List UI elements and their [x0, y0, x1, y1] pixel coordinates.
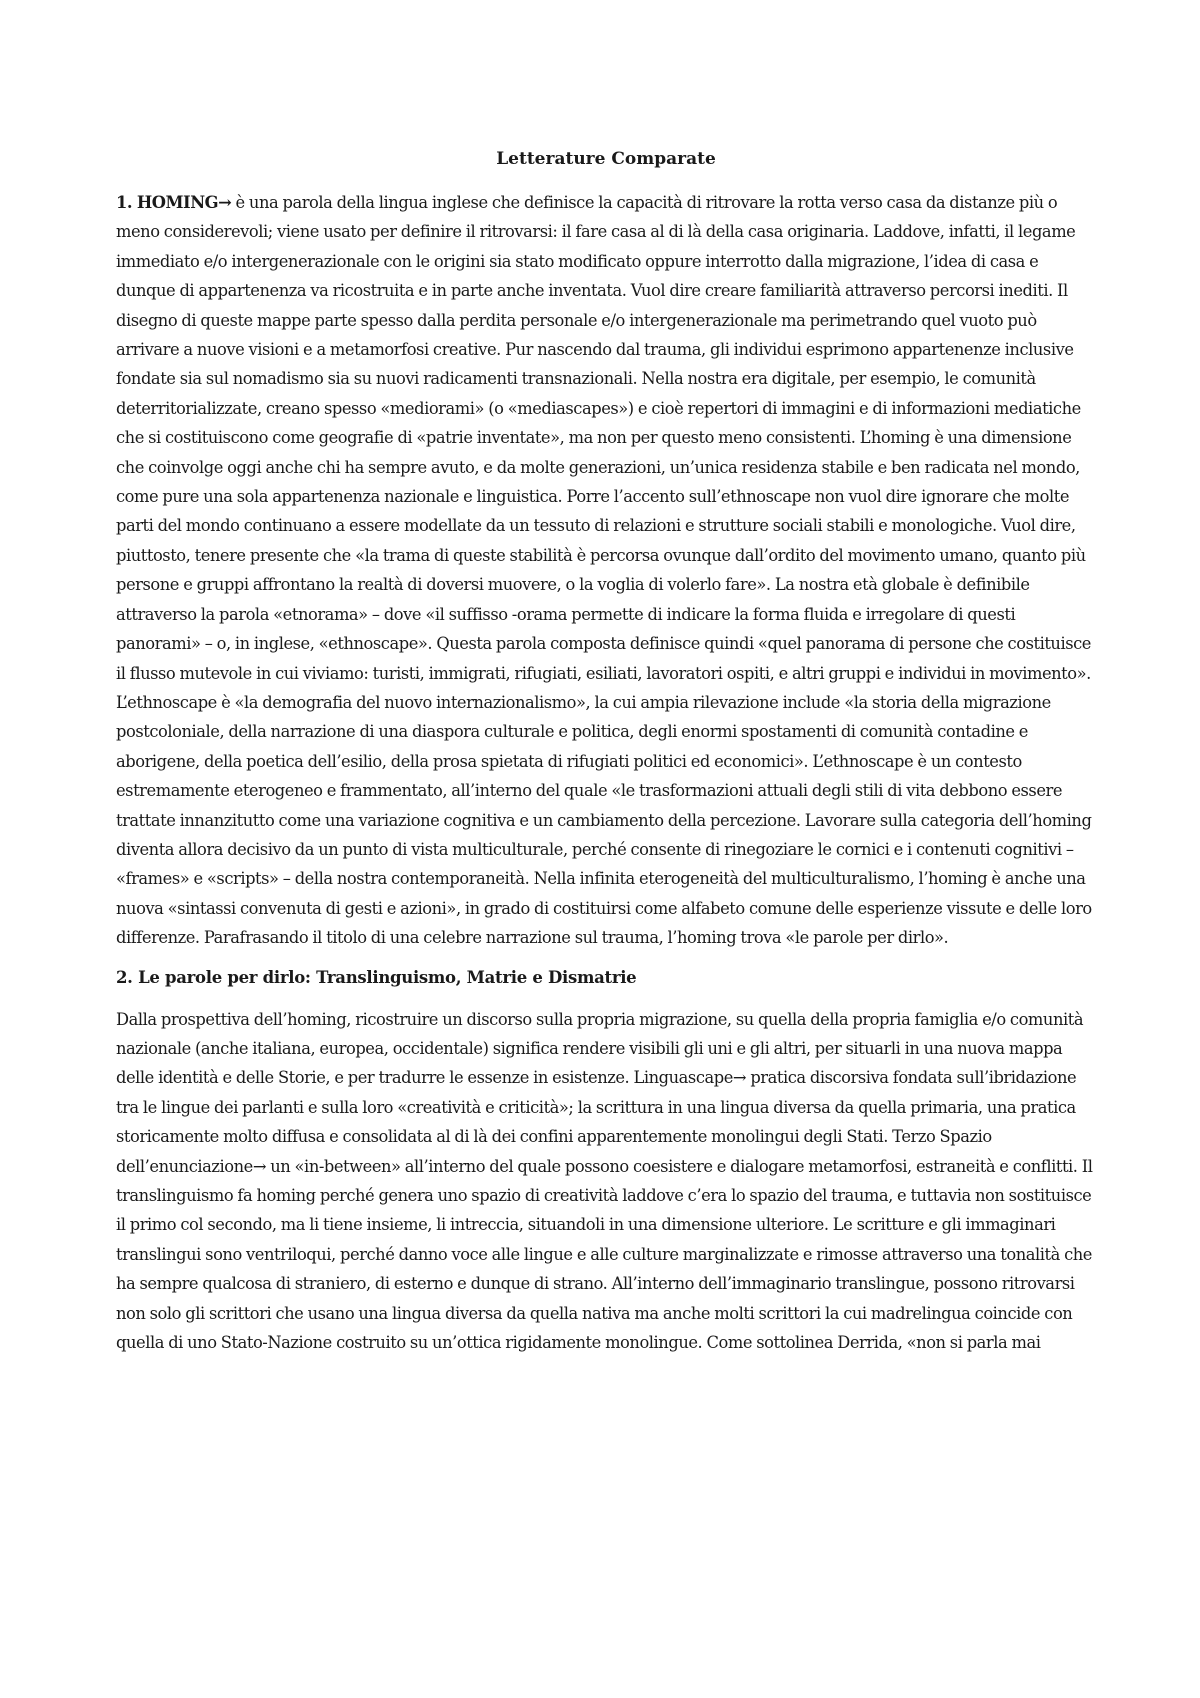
section-1-paragraph [116, 188, 1096, 953]
document-content [116, 140, 1096, 1357]
section-2-heading: 2. Le parole per dirlo: Translinguismo, Matrie e Dismatrie [116, 967, 637, 987]
section-1-body: è una parola della lingua inglese che definisce la capacità di ritrovare la rotta verso casa da distanze più o meno considerevoli; viene usato per definire il ritrovarsi: il fare casa al di là della casa originaria. Laddove, infatti, il legame immediato e/o intergenerazionale con le origini sia stato modificato oppure interrotto dalla migrazione, l’idea di casa e dunque di appartenenza va ricostruita e in parte anche inventata. Vuol dire creare familiarità attraverso percorsi inediti. Il disegno di queste mappe parte spesso dalla perdita personale e/o intergenerazionale ma perimetrando quel vuoto può arrivare a nuove visioni e a metamorfosi creative. Pur nascendo dal trauma, gli individui esprimono appartenenze inclusive fondate sia sul nomadismo sia su nuovi radicamenti transnazionali. Nella nostra era digitale, per esempio, le comunità deterritorializzate, creano spesso «mediorami» (o «mediascapes») e cioè repertori di immagini e di informazioni mediatiche che si costituiscono come geografie di «patrie inventate», ma non per questo meno consistenti. L’homing è una dimensione che coinvolge oggi anche chi ha sempre avuto, e da molte generazioni, un’unica residenza stabile e ben radicata nel mondo, come pure una sola appartenenza nazionale e linguistica. Porre l’accento sull’ethnoscape non vuol dire ignorare che molte parti del mondo continuano a essere modellate da un tessuto di relazioni e strutture sociali stabili e monologiche. Vuol dire, piuttosto, tenere presente che «la trama di queste stabilità è percorsa ovunque dall’ordito del movimento umano, quanto più persone e gruppi affrontano la realtà di doversi muovere, o la voglia di volerlo fare». La nostra età globale è definibile attraverso la parola «etnorama» – dove «il suffisso -orama permette di indicare la forma fluida e irregolare di questi panorami» – o, in inglese, «ethnoscape». Questa parola composta definisce quindi «quel panorama di persone che costituisce il flusso mutevole in cui viviamo: turisti, immigrati, rifugiati, esiliati, lavoratori ospiti, e altri gruppi e individui in movimento». L’ethnoscape è «la demografia del nuovo internazionalismo», la cui ampia rilevazione include «la storia della migrazione postcoloniale, della narrazione di una diaspora culturale e politica, degli enormi spostamenti di comunità contadine e aborigene, della poetica dell’esilio, della prosa spietata di rifugiati politici ed economici». L’ethnoscape è un contesto estremamente eterogeneo e frammentato, all’interno del quale «le trasformazioni attuali degli stili di vita debbono essere trattate innanzitutto come una variazione cognitiva e un cambiamento della percezione. Lavorare sulla categoria dell’homing diventa allora decisivo da un punto di vista multiculturale, perché consente di rinegoziare le cornici e i contenuti cognitivi – «frames» e «scripts» – della nostra contemporaneità. Nella infinita eterogeneità del multiculturalismo, l’homing è anche una nuova «sintassi convenuta di gesti e azioni», in grado di costituirsi come alfabeto comune delle esperienze vissute e delle loro differenze. Parafrasando il titolo di una celebre narrazione sul trauma, l’homing trova «le parole per dirlo». [116, 193, 1092, 948]
section-2-paragraph: Dalla prospettiva dell’homing, ricostruire un discorso sulla propria migrazione, su quella della propria famiglia e/o comunità nazionale (anche italiana, europea, occidentale) significa rendere visibili gli uni e gli altri, per situarli in una nuova mappa delle identità e delle Storie, e per tradurre le essenze in esistenze. Linguascape→ pratica discorsiva fondata sull’ibridazione tra le lingue dei parlanti e sulla loro «creatività e criticità»; la scrittura in una lingua diversa da quella primaria, una pratica storicamente molto diffusa e consolidata al di là dei confini apparentemente monolingui degli Stati. Terzo Spazio dell’enunciazione→ un «in-between» all’interno del quale possono coesistere e dialogare metamorfosi, estraneità e conflitti. Il translinguismo fa homing perché genera uno spazio di creatività laddove c’era lo spazio del trauma, e tuttavia non sostituisce il primo col secondo, ma li tiene insieme, li intreccia, situandoli in una dimensione ulteriore. Le scritture e gli immaginari translingui sono ventriloqui, perché danno voce alle lingue e alle culture marginalizzate e rimosse attraverso una tonalità che ha sempre qualcosa di straniero, di esterno e dunque di strano. All’interno dell’immaginario translingue, possono ritrovarsi non solo gli scrittori che usano una lingua diversa da quella nativa ma anche molti scrittori la cui madrelingua coincide con quella di uno Stato-Nazione costruito su un’ottica rigidamente monolingue. Come sottolinea Derrida, «non si parla mai [116, 1009, 1093, 1353]
section-1-lead: 1. HOMING→ [116, 193, 232, 212]
document-title: Letterature Comparate [496, 149, 716, 169]
